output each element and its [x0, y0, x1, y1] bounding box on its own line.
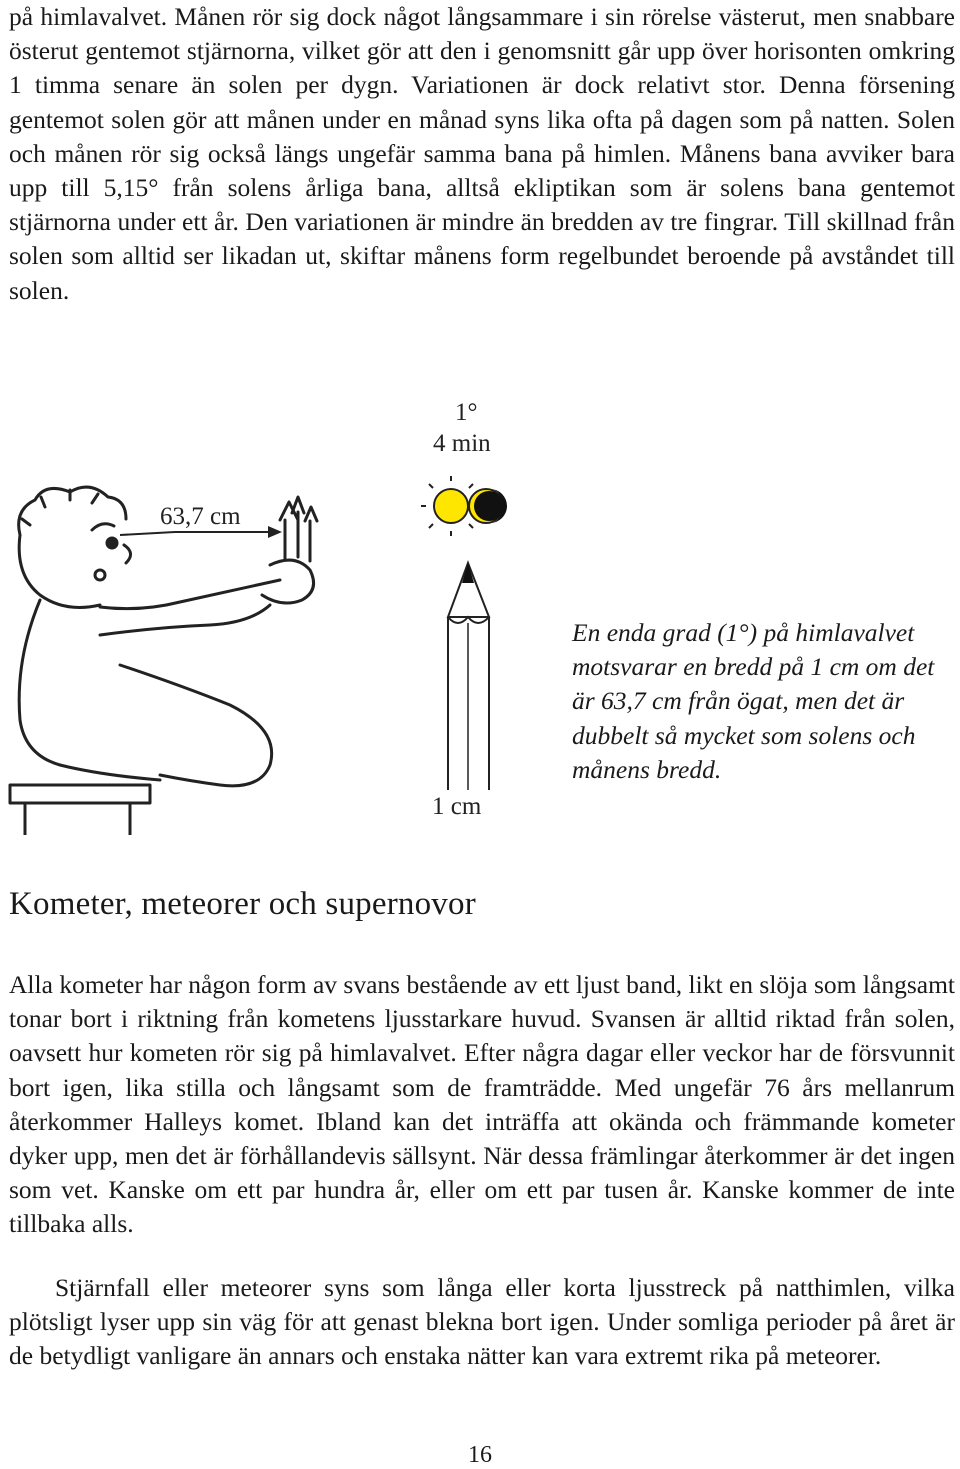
width-label: 1 cm: [432, 793, 482, 820]
intro-paragraph: på himlavalvet. Månen rör sig dock något långsammare i sin rörelse västerut, men snabbare österut gentemot stjärnorna, vilket gör att den i genomsnitt går upp över horisonten omkring 1 timma senare än solen per dygn. Variationen är dock relativt stor. Denna försening gentemot solen gör att månen under en månad syns lika ofta på dagen som på natten. Solen och månen rör sig också längs ungefär samma bana på himlen. Månens bana avviker bara upp till 5,15° från solens årliga bana, alltså ekliptikan som är solens bana gentemot stjärnorna under ett år. Den variationen är mindre än bredden av tre fingrar. Till skillnad från solen som alltid ser likadan ut, skiftar månens form regelbundet beroende på avståndet till solen.: [9, 2, 955, 305]
page-number: 16: [468, 1442, 492, 1468]
pencil-icon: [448, 563, 489, 790]
section-heading: Kometer, meteorer och supernovor: [9, 886, 476, 922]
distance-label: 63,7 cm: [160, 503, 241, 530]
time-label: 4 min: [433, 430, 491, 457]
figure-caption: En enda grad (1°) på himlavalvet motsvarar en bredd på 1 cm om det är 63,7 cm från ögat, men det är dubbelt så mycket som solens och månens bredd.: [572, 618, 935, 784]
person-figure: [10, 487, 317, 835]
distance-arrowhead: [268, 526, 282, 538]
angle-label: 1°: [455, 399, 478, 426]
comets-paragraph: Alla kometer har någon form av svans bestående av ett ljust band, likt en slöja som långsamt tonar bort i riktning från kometens ljusstarkare huvud. Svansen är alltid riktad från solen, oavsett hur kometen rör sig på himlavalvet. Efter några dagar eller veckor har de försvunnit bort igen, lika stilla och långsamt som de framträdde. Med ungefär 76 års mellanrum återkommer Halleys komet. Ibland kan det inträffa att okända och främmande kometer dyker upp, men det är förhållandevis sällsynt. När dessa främlingar återkommer är det ingen som vet. Kanske om ett par hundra år, eller om ett par tusen år. Kanske kommer de inte tillbaka alls.: [9, 970, 955, 1239]
sun-icon: [421, 476, 473, 536]
moon-icon: [469, 489, 507, 523]
meteors-paragraph: Stjärnfall eller meteorer syns som långa eller korta ljusstreck på natthimlen, vilka plötsligt lyser upp sin väg för att genast blekna bort igen. Under somliga perioder på året är de betydligt vanligare än annars och enstaka nätter kan vara extremt rika på meteorer.: [9, 1273, 955, 1371]
